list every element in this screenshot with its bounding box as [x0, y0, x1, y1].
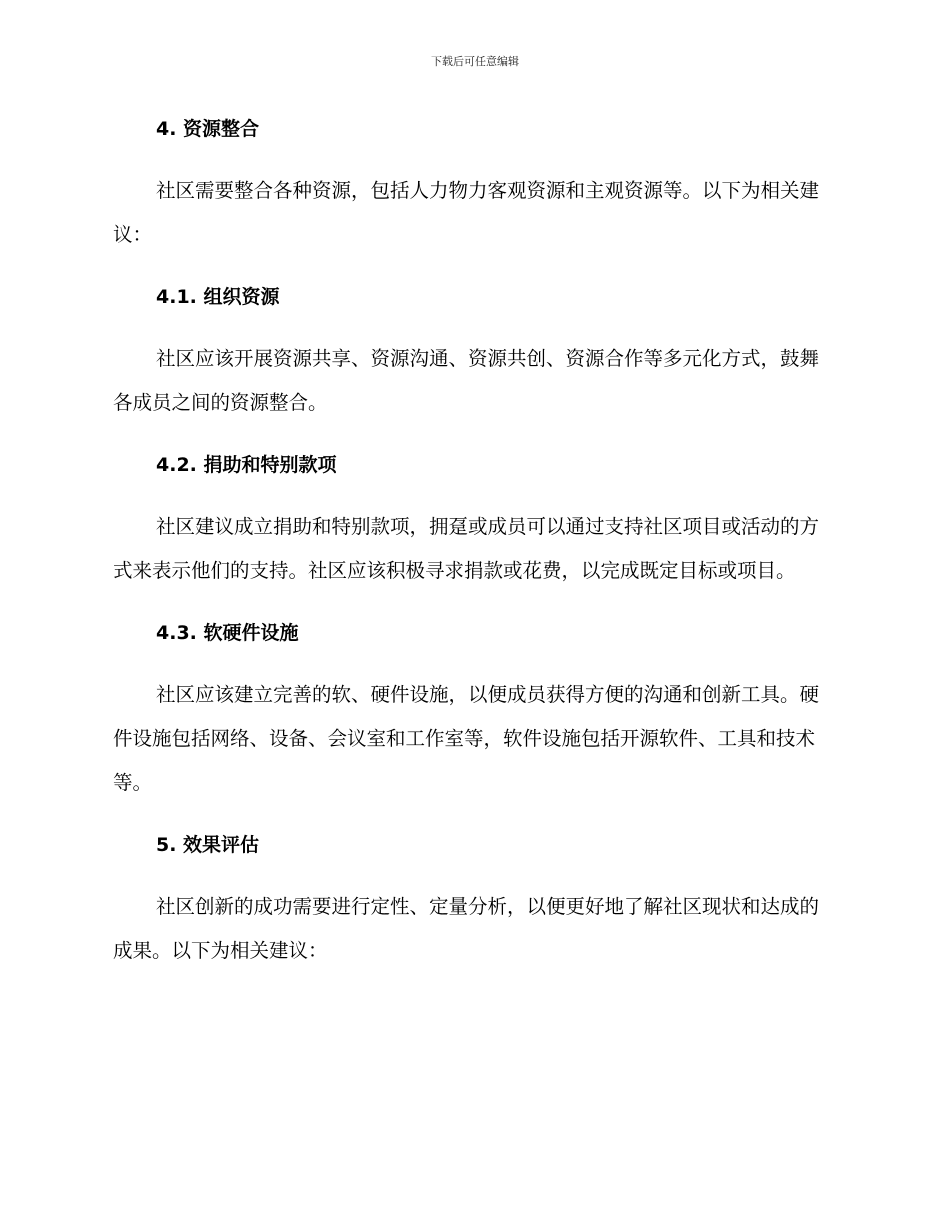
section-paragraph-effect-evaluation: 社区创新的成功需要进行定性、定量分析，以便更好地了解社区现状和达成的成果。以下为相关建议： — [113, 895, 820, 962]
section-heading-effect-evaluation: 5. 效果评估 — [156, 834, 260, 856]
section-heading-organize-resources: 4.1. 组织资源 — [156, 286, 280, 308]
section-heading-resource-integration: 4. 资源整合 — [156, 118, 260, 140]
section-paragraph-resource-integration: 社区需要整合各种资源，包括人力物力客观资源和主观资源等。以下为相关建议： — [113, 179, 820, 246]
section-paragraph-donations: 社区建议成立捐助和特别款项，拥趸或成员可以通过支持社区项目或活动的方式来表示他们的支持。社区应该积极寻求捐款或花费，以完成既定目标或项目。 — [113, 515, 820, 582]
document-body — [113, 111, 835, 995]
section-paragraph-organize-resources: 社区应该开展资源共享、资源沟通、资源共创、资源合作等多元化方式，鼓舞各成员之间的资源整合。 — [113, 347, 820, 414]
page-header: 下载后可任意编辑 — [431, 55, 519, 68]
section-heading-donations: 4.2. 捐助和特别款项 — [156, 454, 337, 476]
section-heading-facilities: 4.3. 软硬件设施 — [156, 622, 299, 644]
section-paragraph-facilities: 社区应该建立完善的软、硬件设施，以便成员获得方便的沟通和创新工具。硬件设施包括网络、设备、会议室和工作室等，软件设施包括开源软件、工具和技术等。 — [113, 683, 820, 794]
